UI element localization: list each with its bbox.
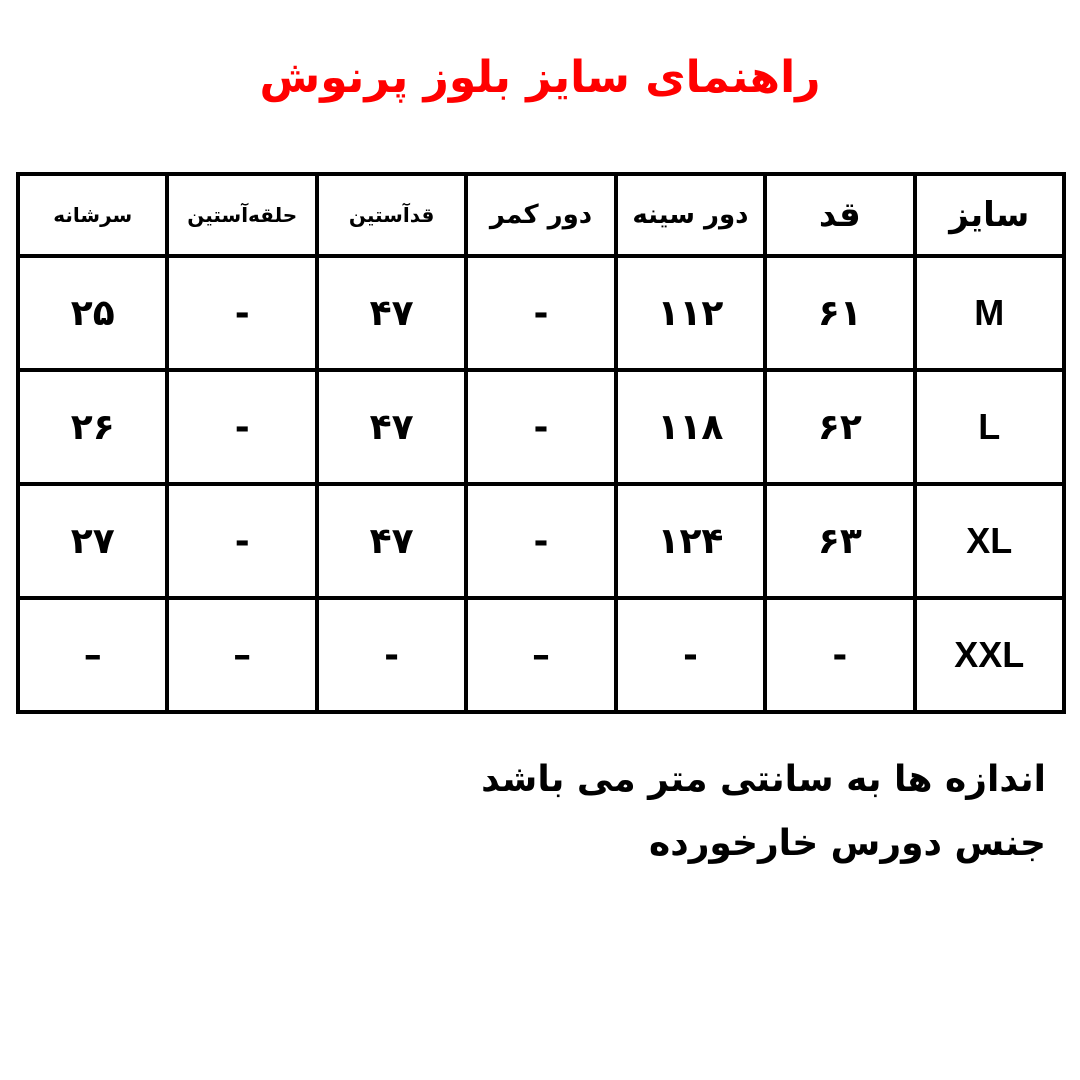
cell-chest: ۱۱۸ [616, 370, 765, 484]
cell-shoulder: ۲۶ [18, 370, 167, 484]
header-armhole: حلقه‌آستین [167, 174, 316, 256]
table-row [18, 484, 1064, 598]
cell-chest: ۱۲۴ [616, 484, 765, 598]
cell-shoulder: – [18, 598, 167, 712]
cell-shoulder: ۲۷ [18, 484, 167, 598]
cell-size: M [915, 256, 1064, 370]
cell-chest: - [616, 598, 765, 712]
cell-armhole: - [167, 370, 316, 484]
header-length: قد [765, 174, 914, 256]
cell-waist: - [466, 256, 615, 370]
cell-sleeve-length: ۴۷ [317, 256, 466, 370]
cell-sleeve-length: ۴۷ [317, 484, 466, 598]
cell-length: - [765, 598, 914, 712]
cell-sleeve-length: - [317, 598, 466, 712]
page-title: راهنمای سایز بلوز پرنوش [259, 52, 821, 103]
cell-shoulder: ۲۵ [18, 256, 167, 370]
cell-length: ۶۱ [765, 256, 914, 370]
note-fabric: جنس دورس خارخورده [648, 823, 1046, 864]
cell-armhole: – [167, 598, 316, 712]
table-row [18, 256, 1064, 370]
table-row [18, 598, 1064, 712]
cell-waist: – [466, 598, 615, 712]
note-units: اندازه ها به سانتی متر می باشد [481, 759, 1046, 800]
table-header-row [18, 174, 1064, 256]
size-table [16, 172, 1066, 714]
header-chest: دور سینه [616, 174, 765, 256]
table-row [18, 370, 1064, 484]
cell-length: ۶۲ [765, 370, 914, 484]
header-waist: دور کمر [466, 174, 615, 256]
cell-waist: - [466, 484, 615, 598]
header-sleeve-length: قدآستین [317, 174, 466, 256]
cell-armhole: - [167, 484, 316, 598]
header-shoulder: سرشانه [18, 174, 167, 256]
notes [481, 748, 1046, 876]
cell-armhole: - [167, 256, 316, 370]
cell-chest: ۱۱۲ [616, 256, 765, 370]
cell-size: XXL [915, 598, 1064, 712]
cell-waist: - [466, 370, 615, 484]
cell-size: XL [915, 484, 1064, 598]
cell-sleeve-length: ۴۷ [317, 370, 466, 484]
cell-length: ۶۳ [765, 484, 914, 598]
cell-size: L [915, 370, 1064, 484]
header-size: سایز [915, 174, 1064, 256]
